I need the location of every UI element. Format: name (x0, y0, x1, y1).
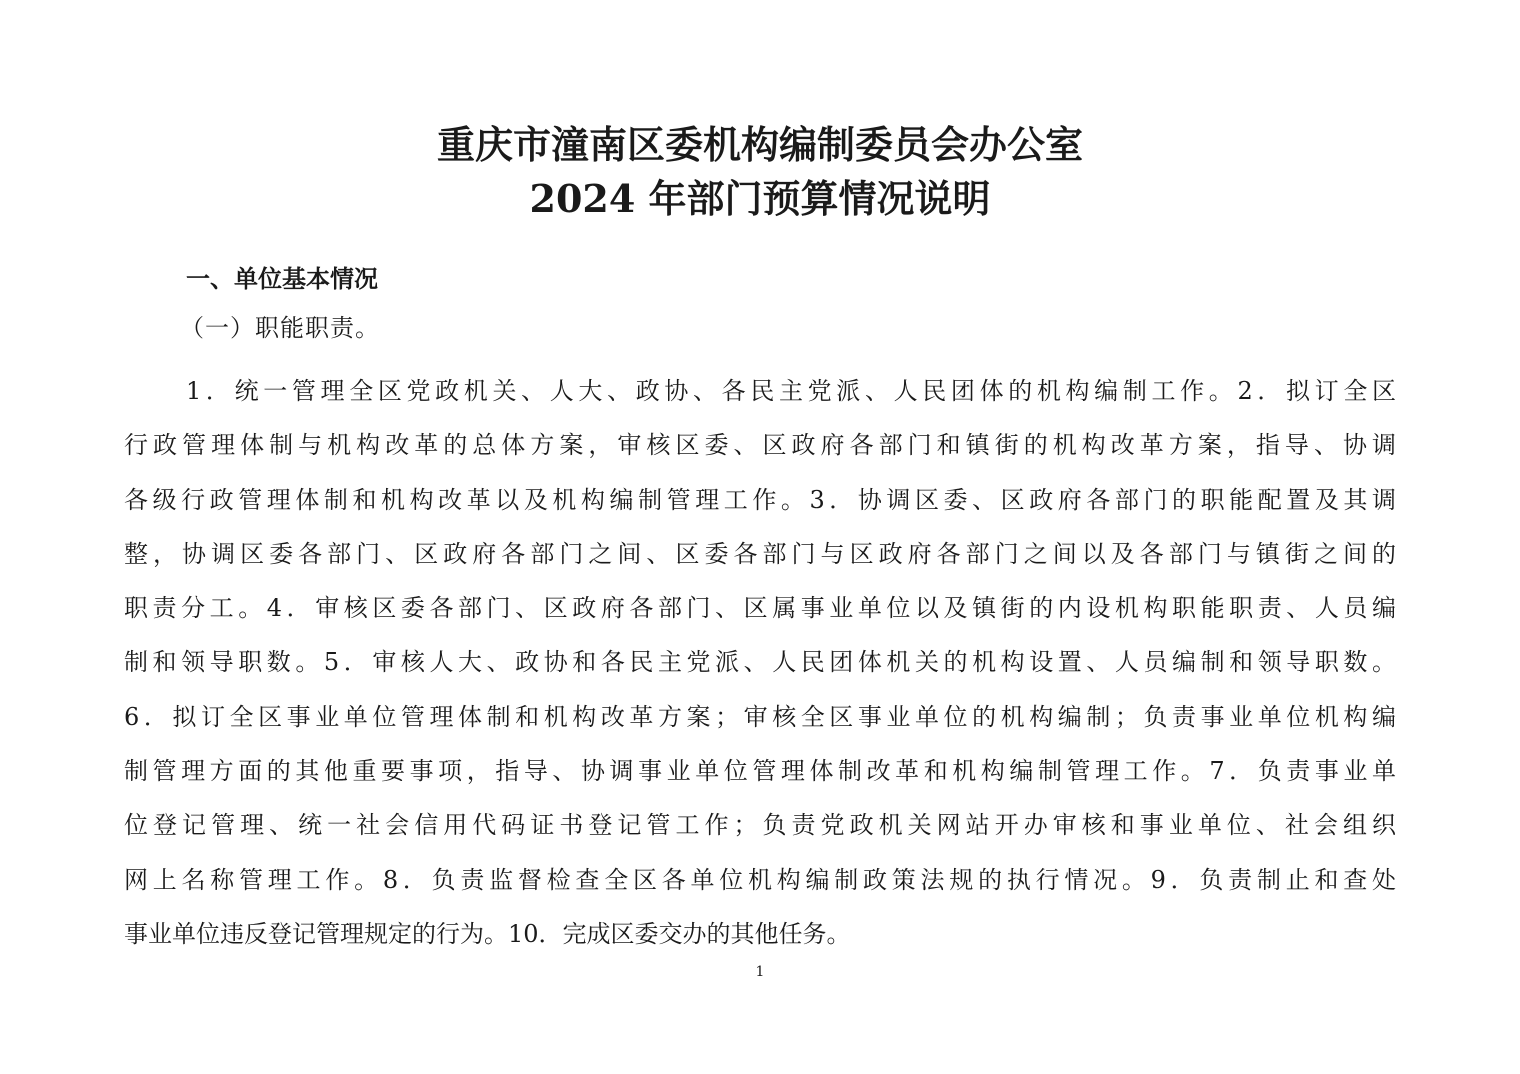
document-title (0, 118, 1520, 226)
body-paragraph (124, 364, 1396, 961)
title-line-2: 2024 年部门预算情况说明 (529, 176, 991, 221)
body-line: 制和领导职数。5．审核人大、政协和各民主党派、人民团体机关的机构设置、人员编制和领导职数。 (124, 648, 1396, 677)
title-line-1: 重庆市潼南区委机构编制委员会办公室 (436, 122, 1083, 167)
body-line: 位登记管理、统一社会信用代码证书登记管工作；负责党政机关网站开办审核和事业单位、社会组织 (124, 811, 1396, 840)
body-line: 整，协调区委各部门、区政府各部门之间、区委各部门与区政府各部门之间以及各部门与镇街之间的 (124, 539, 1396, 568)
body-line: 职责分工。4．审核区委各部门、区政府各部门、区属事业单位以及镇街的内设机构职能职责、人员编 (124, 594, 1396, 623)
section-heading: 一、单位基本情况 (186, 265, 378, 293)
body-line: 1．统一管理全区党政机关、人大、政协、各民主党派、人民团体的机构编制工作。2．拟订全区 (186, 377, 1396, 405)
page-number: 1 (755, 964, 765, 980)
body-line: 各级行政管理体制和机构改革以及机构编制管理工作。3．协调区委、区政府各部门的职能配置及其调 (124, 485, 1396, 514)
body-line: 6．拟订全区事业单位管理体制和机构改革方案；审核全区事业单位的机构编制；负责事业单位机构编 (124, 702, 1396, 731)
body-line: 制管理方面的其他重要事项，指导、协调事业单位管理体制改革和机构编制管理工作。7．负责事业单 (124, 757, 1396, 786)
body-line: 网上名称管理工作。8．负责监督检查全区各单位机构编制政策法规的执行情况。9．负责制止和查处 (124, 865, 1396, 894)
subsection-heading: （一）职能职责。 (180, 314, 380, 342)
body-line: 行政管理体制与机构改革的总体方案，审核区委、区政府各部门和镇街的机构改革方案，指导、协调 (124, 431, 1396, 460)
body-line: 事业单位违反登记管理规定的行为。10．完成区委交办的其他任务。 (124, 919, 851, 948)
